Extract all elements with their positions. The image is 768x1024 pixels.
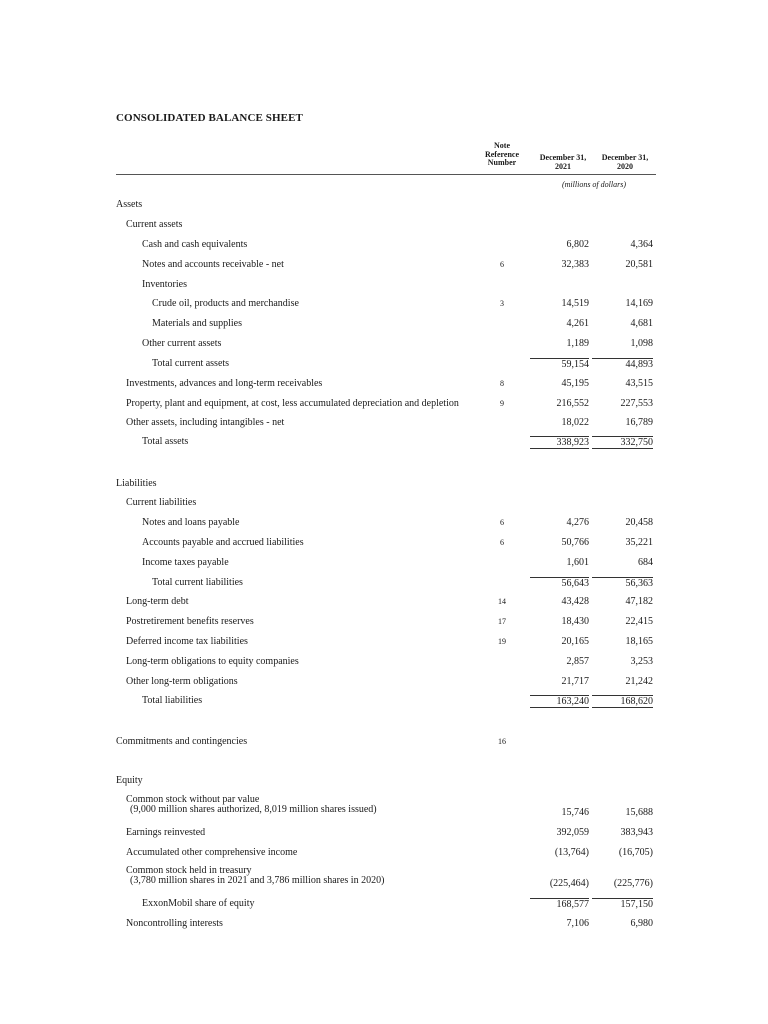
row-label: Long-term obligations to equity companies: [126, 656, 299, 667]
row-label: Cash and cash equivalents: [142, 239, 248, 250]
value-2020: 4,364: [630, 239, 653, 250]
table-row: [0, 577, 768, 593]
table-row: [0, 279, 768, 295]
value-2021: 392,059: [556, 827, 589, 838]
row-label: Current assets: [126, 219, 183, 230]
value-2020: 227,553: [620, 398, 653, 409]
value-2021: 21,717: [561, 676, 589, 687]
table-row: [0, 537, 768, 553]
table-row: [0, 298, 768, 314]
table-row: [0, 358, 768, 374]
value-2021: 4,276: [566, 517, 589, 528]
value-2021: 32,383: [561, 259, 589, 270]
row-label: Accounts payable and accrued liabilities: [142, 537, 304, 548]
value-2020: 14,169: [625, 298, 653, 309]
note-reference: 17: [498, 617, 506, 626]
row-label: Common stock held in treasury (3,780 million shares in 2021 and 3,786 million shares in 2020): [126, 865, 385, 886]
value-2021: (225,464): [549, 878, 589, 889]
row-label: Common stock without par value (9,000 million shares authorized, 8,019 million shares issued): [126, 794, 377, 815]
table-row: [0, 736, 768, 752]
value-2021: 20,165: [561, 636, 589, 647]
table-row: [0, 596, 768, 612]
value-2020: 684: [638, 557, 653, 568]
value-2020: 21,242: [625, 676, 653, 687]
note-reference: 19: [498, 637, 506, 646]
row-label: Earnings reinvested: [126, 827, 206, 838]
row-label: Materials and supplies: [152, 318, 242, 329]
row-label: Commitments and contingencies: [116, 736, 248, 747]
table-row: [0, 436, 768, 452]
table-row: [0, 695, 768, 711]
table-row: [0, 795, 768, 821]
table-row: [0, 517, 768, 533]
value-2020: 18,165: [625, 636, 653, 647]
page-title: CONSOLIDATED BALANCE SHEET: [116, 112, 303, 124]
value-2020: 6,980: [630, 918, 653, 929]
value-2020: 383,943: [620, 827, 653, 838]
value-2020: 20,458: [625, 517, 653, 528]
value-2021: 59,154: [530, 358, 589, 370]
value-2021: 6,802: [566, 239, 589, 250]
row-label: Assets: [116, 199, 143, 210]
table-row: [0, 417, 768, 433]
table-row: [0, 318, 768, 334]
value-2021: 18,430: [561, 616, 589, 627]
table-row: [0, 827, 768, 843]
note-reference: 14: [498, 597, 506, 606]
value-2020: (225,776): [613, 878, 653, 889]
table-row: [0, 676, 768, 692]
value-2020: 332,750: [592, 436, 653, 449]
value-2020: 1,098: [630, 338, 653, 349]
row-label: Total current liabilities: [152, 577, 243, 588]
row-label: Property, plant and equipment, at cost, less accumulated depreciation and depletion: [126, 398, 459, 409]
row-label: Accumulated other comprehensive income: [126, 847, 298, 858]
table-row: [0, 219, 768, 235]
column-header-2020: December 31, 2020: [601, 153, 649, 171]
value-2021: 2,857: [566, 656, 589, 667]
table-row: [0, 478, 768, 494]
row-label: Total assets: [142, 436, 189, 447]
note-reference: 8: [500, 379, 504, 388]
value-2020: 168,620: [592, 695, 653, 708]
table-row: [0, 398, 768, 414]
value-2021: 338,923: [530, 436, 589, 449]
row-label: Long-term debt: [126, 596, 189, 607]
row-label: Notes and accounts receivable - net: [142, 259, 284, 270]
note-reference: 9: [500, 399, 504, 408]
row-label: Total current assets: [152, 358, 230, 369]
value-2021: 168,577: [530, 898, 589, 910]
row-label: ExxonMobil share of equity: [142, 898, 255, 909]
table-row: [0, 918, 768, 934]
value-2020: 44,893: [592, 358, 653, 370]
value-2021: 4,261: [566, 318, 589, 329]
table-row: [0, 898, 768, 914]
value-2020: 22,415: [625, 616, 653, 627]
table-row: [0, 497, 768, 513]
note-reference-header: Note Reference Number: [484, 141, 520, 167]
value-2021: 43,428: [561, 596, 589, 607]
row-label: Investments, advances and long-term receivables: [126, 378, 323, 389]
table-row: [0, 775, 768, 791]
table-row: [0, 259, 768, 275]
table-row: [0, 239, 768, 255]
value-2021: 216,552: [556, 398, 589, 409]
value-2021: 7,106: [566, 918, 589, 929]
value-2020: 35,221: [625, 537, 653, 548]
value-2021: 56,643: [530, 577, 589, 589]
table-row: [0, 338, 768, 354]
table-row: [0, 616, 768, 632]
row-label: Postretirement benefits reserves: [126, 616, 254, 627]
value-2020: 56,363: [592, 577, 653, 589]
row-label: Income taxes payable: [142, 557, 229, 568]
row-label: Total liabilities: [142, 695, 203, 706]
row-label: Notes and loans payable: [142, 517, 240, 528]
table-row: [0, 636, 768, 652]
row-label: Equity: [116, 775, 143, 786]
value-2020: 157,150: [592, 898, 653, 910]
value-2020: 47,182: [625, 596, 653, 607]
value-2021: 15,746: [561, 807, 589, 818]
row-label: Other current assets: [142, 338, 222, 349]
value-2021: (13,764): [554, 847, 589, 858]
units-caption: (millions of dollars): [561, 180, 626, 189]
note-reference: 6: [500, 518, 504, 527]
table-row: [0, 866, 768, 892]
value-2021: 1,189: [566, 338, 589, 349]
value-2020: (16,705): [618, 847, 653, 858]
table-row: [0, 557, 768, 573]
row-label: Inventories: [142, 279, 187, 290]
value-2021: 50,766: [561, 537, 589, 548]
note-reference: 3: [500, 299, 504, 308]
table-row: [0, 378, 768, 394]
value-2021: 163,240: [530, 695, 589, 708]
value-2020: 16,789: [625, 417, 653, 428]
note-reference: 6: [500, 260, 504, 269]
column-header-2021: December 31, 2021: [539, 153, 587, 171]
row-label: Liabilities: [116, 478, 157, 489]
row-label: Crude oil, products and merchandise: [152, 298, 299, 309]
value-2020: 3,253: [630, 656, 653, 667]
value-2020: 15,688: [625, 807, 653, 818]
row-label: Current liabilities: [126, 497, 197, 508]
row-label: Other assets, including intangibles - net: [126, 417, 285, 428]
row-label: Deferred income tax liabilities: [126, 636, 248, 647]
value-2021: 18,022: [561, 417, 589, 428]
value-2021: 45,195: [561, 378, 589, 389]
row-label: Noncontrolling interests: [126, 918, 223, 929]
table-row: [0, 656, 768, 672]
value-2020: 20,581: [625, 259, 653, 270]
value-2020: 4,681: [630, 318, 653, 329]
value-2021: 1,601: [566, 557, 589, 568]
value-2021: 14,519: [561, 298, 589, 309]
table-row: [0, 847, 768, 863]
row-label: Other long-term obligations: [126, 676, 238, 687]
note-reference: 16: [498, 737, 506, 746]
table-row: [0, 199, 768, 215]
note-reference: 6: [500, 538, 504, 547]
value-2020: 43,515: [625, 378, 653, 389]
